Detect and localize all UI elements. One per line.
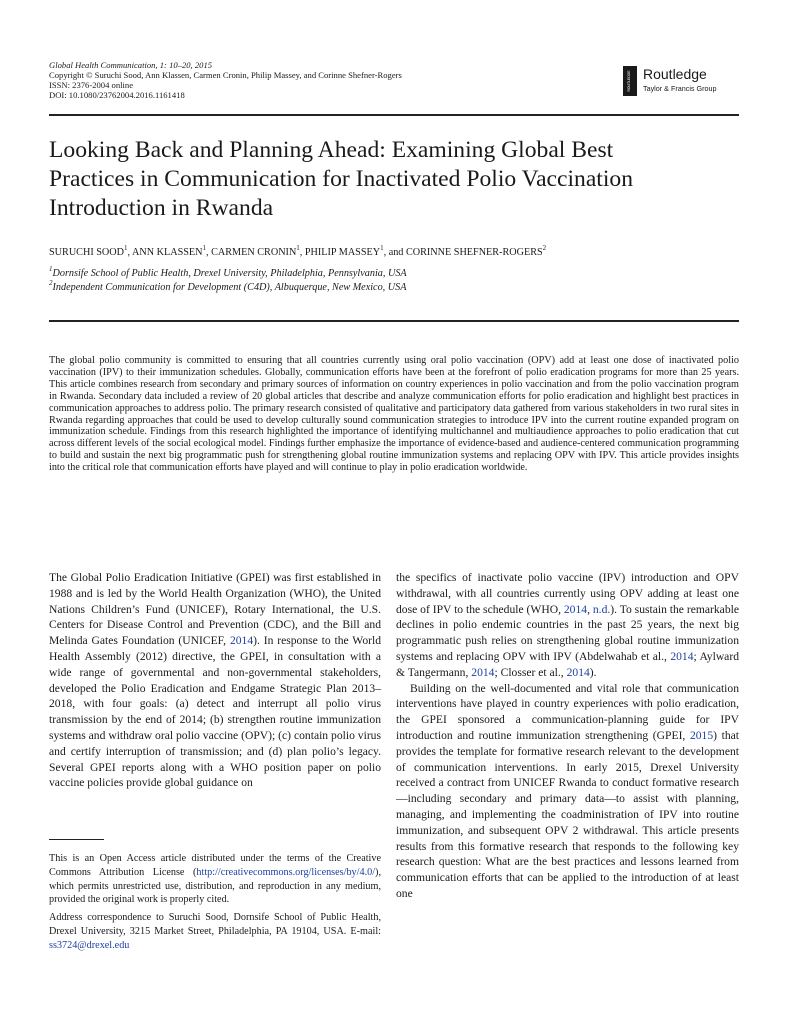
logo-mark-text: ROUTLEDGE bbox=[627, 70, 631, 92]
publisher-logo bbox=[623, 66, 743, 102]
citation-link[interactable]: 2015 bbox=[689, 728, 714, 742]
author-affil-marker: 1 bbox=[124, 244, 128, 252]
citation-link[interactable]: 2014 bbox=[566, 665, 590, 679]
body-paragraph: Building on the well-documented and vital role that communication interventions have played in country experiences with polio eradication, the GPEI sponsored a communication-planning guide for IPV introduction and routine immunization strengthening (GPEI, 2015) that provides the template for formative research relevant to the development of communication interventions. In early 2015, Drexel University received a contract from UNICEF Rwanda to conduct formative research—including secondary and primary data—to assist with planning, managing, and implementing the coadministration of IPV into routine immunization, and subsequent OPV 2 withdrawal. This article presents results from this formative research that responds to the following key research question: What are the best practices and lessons learned from communication efforts that can be applied to the introduction of at least one bbox=[396, 681, 739, 900]
author-separator: , and bbox=[383, 247, 406, 258]
license-note: This is an Open Access article distributed under the terms of the Creative Commons Attribution License (http://creativecommons.org/licenses/by/4.0/), which permits unrestricted use, distribution, and reproduction in any medium, provided the original work is properly cited. bbox=[49, 853, 381, 906]
body-paragraph: The Global Polio Eradication Initiative (GPEI) was first established in 1988 and is led by the World Health Organization (WHO), the United Nations Children’s Fund (UNICEF), Rotary International, the U.S. Centers for Disease Control and Prevention (CDC), and the Bill and Melinda Gates Foundation (UNICEF, 2014). In response to the World Health Assembly (2012) directive, the GPEI, in consultation with a wide range of governmental and non-governmental stakeholders, developed the Polio Eradication and Endgame Strategic Plan 2013–2018, with four goals: (a) detect and interrupt all polio virus transmission by the end of 2014; (b) strengthen routine immunization systems and withdraw oral polio vaccine (OPV); (c) contain polio virus and certify interruption of transmission; and (d) plan polio’s legacy. Several GPEI reports along with a WHO position paper on polio vaccine policies provide global guidance on bbox=[49, 571, 381, 790]
author-separator: , bbox=[127, 247, 133, 258]
author-affil-marker: 1 bbox=[202, 244, 207, 252]
author-name: CARMEN CRONIN bbox=[211, 247, 297, 258]
title-line: Introduction in Rwanda bbox=[49, 195, 274, 221]
citation-link[interactable]: 2014 bbox=[670, 649, 694, 663]
publisher-subtitle: Taylor & Francis Group bbox=[643, 84, 717, 93]
section-rule bbox=[49, 320, 739, 322]
license-link[interactable]: http://creativecommons.org/licenses/by/4.0/ bbox=[196, 866, 376, 878]
affiliation-item: $^1$Dornsife School of Public Health, Drexel University, Philadelphia, Pennsylvania, USA bbox=[49, 265, 407, 279]
title-line: Practices in Communication for Inactivated Polio Vaccination bbox=[49, 166, 634, 192]
author-affil-marker: 1 bbox=[380, 244, 384, 252]
article-title bbox=[49, 136, 749, 223]
citation-link[interactable]: n.d. bbox=[592, 602, 611, 616]
author-name: SURUCHI SOOD bbox=[49, 247, 125, 258]
title-line: Looking Back and Planning Ahead: Examining Global Best bbox=[49, 137, 614, 163]
author-name: CORINNE SHEFNER-ROGERS bbox=[405, 247, 543, 258]
affiliations bbox=[49, 267, 407, 295]
footnote bbox=[49, 852, 381, 957]
author-list bbox=[49, 244, 547, 258]
publisher-name: Routledge bbox=[643, 66, 707, 82]
body-paragraph: the specifics of inactivate polio vaccine (IPV) introduction and OPV withdrawal, with all countries currently using OPV adding at least one dose of IPV to the schedule (WHO, 2014, n.d.). To sustain the remarkable declines in polio endemic countries in the past 25 years, the next big programmatic push relies on strengthening global routine immunization systems and replacing OPV with IPV (Abdelwahab et al., 2014; Aylward & Tangermann, 2014; Closser et al., 2014). bbox=[396, 571, 739, 679]
footnote-rule bbox=[49, 839, 104, 840]
issn-line: ISSN: 2376-2004 online bbox=[49, 80, 134, 90]
affiliation-item: $^2$Independent Communication for Development (C4D), Albuquerque, New Mexico, USA bbox=[49, 279, 407, 293]
journal-metadata bbox=[49, 60, 402, 100]
routledge-mark-icon bbox=[623, 66, 637, 96]
header-rule bbox=[49, 114, 739, 116]
abstract: The global polio community is committed to ensuring that all countries currently using oral polio vaccination (OPV) add at least one dose of inactivated polio vaccination (IPV) to their immunization schedules. Globally, communication efforts have been at the forefront of polio eradication programs for more than 25 years. This article combines research from secondary and primary sources of information on country experiences in polio vaccination and from the polio vaccination program in Rwanda. Secondary data included a review of 20 global articles that describe and analyze communication efforts for polio eradication and highlight best practices in communication approaches to address polio. The primary research consisted of qualitative and participatory data gathered from various stakeholders in two rural sites in Rwanda regarding approaches that could be used to develop culturally sound communication strategies to introduce IPV into the current routine expanded program on immunization schedule. Findings from this research highlighted the importance of identifying multichannel and multiaudience approaches to polio eradication that cut across different levels of the social ecological model. Findings further emphasize the importance of evidence-based and audience-centered communication programming to build and sustain the next big programmatic push for strengthening global routine immunization systems and replacing OPV with IPV. This article provides insights into the critical role that communication efforts have played and will continue to play in polio eradication worldwide. bbox=[49, 355, 739, 474]
author-separator: , bbox=[206, 247, 212, 258]
correspondence-note: Address correspondence to Suruchi Sood, Dornsife School of Public Health, Drexel University, 3215 Market Street, Philadelphia, PA 19104, USA. E-mail: ss3724@drexel.edu bbox=[49, 912, 381, 951]
author-affil-marker: 2 bbox=[542, 244, 547, 252]
citation-link[interactable]: 2014 bbox=[471, 665, 495, 679]
citation-link[interactable]: 2014 bbox=[563, 602, 588, 616]
body-column-left bbox=[49, 570, 381, 791]
copyright-line: Copyright © Suruchi Sood, Ann Klassen, Carmen Cronin, Philip Massey, and Corinne Shefner-Rogers bbox=[49, 70, 402, 80]
doi-line: DOI: 10.1080/23762004.2016.1161418 bbox=[49, 90, 185, 100]
journal-citation: Global Health Communication, 1: 10–20, 2015 bbox=[49, 60, 213, 70]
body-column-right bbox=[396, 570, 739, 902]
author-affil-marker: 1 bbox=[296, 244, 300, 252]
author-separator: , bbox=[299, 247, 305, 258]
author-name: ANN KLASSEN bbox=[132, 247, 203, 258]
email-link[interactable]: ss3724@drexel.edu bbox=[49, 939, 130, 951]
author-name: PHILIP MASSEY bbox=[304, 247, 381, 258]
citation-link[interactable]: 2014 bbox=[229, 634, 254, 648]
